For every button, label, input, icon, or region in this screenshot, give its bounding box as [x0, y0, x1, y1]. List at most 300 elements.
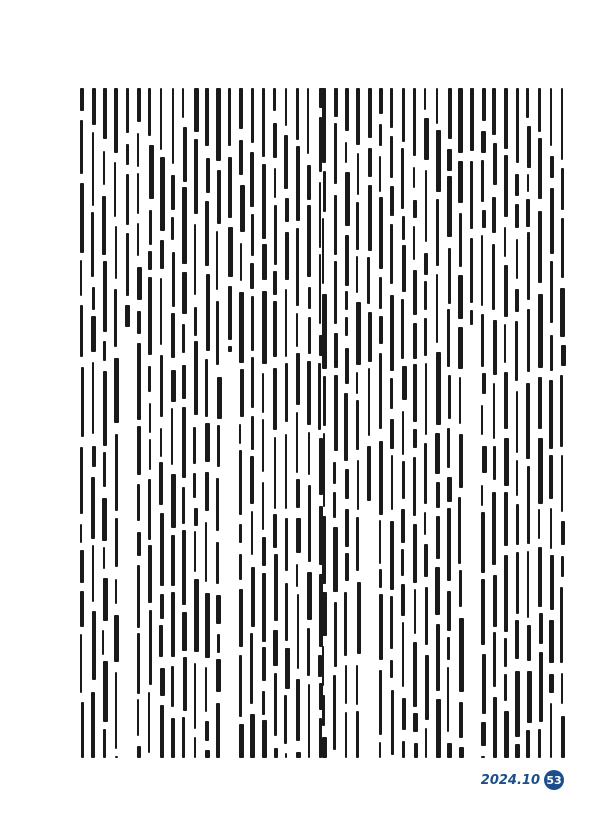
glyph-run — [504, 324, 506, 363]
glyph-run — [368, 148, 372, 177]
glyph-run — [193, 473, 195, 498]
glyph-run — [424, 281, 427, 310]
glyph-run — [171, 666, 174, 707]
glyph-run — [322, 516, 326, 584]
glyph-run — [251, 88, 254, 143]
glyph-run — [481, 131, 485, 153]
text-line — [471, 88, 472, 758]
glyph-run — [458, 327, 463, 369]
glyph-run — [103, 452, 105, 487]
glyph-run — [228, 157, 233, 217]
glyph-run — [216, 595, 220, 625]
glyph-run — [539, 652, 543, 721]
glyph-run — [493, 446, 496, 481]
glyph-run — [425, 655, 429, 720]
glyph-run — [561, 716, 565, 758]
glyph-run — [447, 149, 452, 171]
glyph-run — [182, 88, 184, 118]
glyph-run — [92, 287, 95, 310]
glyph-run — [390, 596, 393, 649]
glyph-run — [345, 142, 348, 164]
glyph-run — [402, 741, 405, 758]
glyph-run — [413, 457, 416, 515]
glyph-run — [240, 243, 242, 281]
glyph-run — [482, 654, 487, 714]
glyph-run — [560, 587, 562, 664]
glyph-run — [206, 158, 210, 193]
glyph-run — [102, 498, 106, 541]
glyph-run — [436, 516, 440, 559]
glyph-run — [171, 474, 176, 529]
glyph-run — [560, 288, 564, 337]
glyph-run — [137, 133, 139, 167]
glyph-run — [137, 173, 139, 214]
glyph-run — [307, 628, 310, 676]
glyph-run — [160, 278, 162, 345]
glyph-run — [492, 197, 496, 233]
glyph-run — [273, 514, 277, 548]
glyph-run — [114, 162, 116, 216]
glyph-run — [182, 487, 185, 523]
text-line — [437, 88, 438, 758]
glyph-run — [250, 714, 255, 758]
glyph-run — [171, 217, 174, 240]
glyph-run — [402, 622, 404, 687]
glyph-run — [413, 167, 415, 189]
glyph-run — [115, 672, 117, 749]
text-line — [298, 88, 299, 758]
glyph-run — [538, 547, 542, 607]
glyph-run — [284, 695, 287, 744]
glyph-run — [307, 205, 311, 277]
glyph-run — [504, 555, 508, 632]
text-line — [195, 88, 196, 758]
glyph-run — [172, 88, 174, 164]
glyph-run — [367, 446, 371, 501]
text-line — [229, 88, 230, 758]
glyph-run — [273, 630, 278, 666]
glyph-run — [102, 196, 106, 255]
glyph-run — [228, 88, 231, 146]
text-line — [415, 88, 416, 758]
glyph-run — [273, 271, 277, 295]
glyph-run — [137, 484, 140, 520]
glyph-run — [251, 511, 253, 555]
glyph-run — [493, 697, 497, 758]
glyph-run — [274, 554, 279, 621]
glyph-run — [344, 592, 347, 656]
glyph-run — [115, 434, 118, 512]
glyph-run — [459, 434, 463, 487]
glyph-run — [538, 377, 542, 429]
glyph-run — [447, 667, 449, 733]
glyph-run — [262, 291, 267, 364]
glyph-run — [307, 88, 309, 154]
glyph-run — [425, 363, 428, 435]
glyph-run — [92, 132, 94, 206]
glyph-run — [390, 295, 394, 371]
glyph-run — [148, 692, 150, 753]
glyph-run — [262, 373, 264, 413]
glyph-run — [435, 567, 440, 615]
glyph-run — [345, 235, 349, 285]
glyph-run — [561, 521, 565, 545]
text-line — [506, 88, 507, 758]
left-text-column — [76, 0, 326, 780]
glyph-run — [216, 88, 220, 161]
glyph-run — [171, 592, 175, 657]
glyph-run — [308, 684, 310, 758]
glyph-run — [80, 634, 83, 693]
glyph-run — [322, 294, 326, 370]
glyph-run — [205, 750, 210, 758]
glyph-run — [402, 366, 406, 399]
glyph-run — [379, 277, 381, 309]
glyph-run — [182, 530, 185, 605]
text-line — [264, 88, 265, 758]
glyph-run — [323, 171, 326, 213]
glyph-run — [482, 210, 486, 228]
glyph-run — [239, 450, 241, 516]
glyph-run — [308, 287, 312, 309]
glyph-run — [538, 294, 543, 369]
glyph-run — [459, 618, 464, 692]
text-line — [275, 88, 276, 758]
glyph-run — [80, 88, 84, 111]
glyph-run — [149, 210, 152, 245]
glyph-run — [183, 127, 188, 182]
glyph-run — [194, 531, 197, 571]
glyph-run — [425, 728, 428, 758]
text-line — [104, 88, 105, 758]
glyph-run — [137, 426, 142, 475]
glyph-run — [515, 204, 519, 228]
glyph-run — [459, 570, 462, 608]
glyph-run — [160, 668, 165, 696]
page-footer — [481, 770, 564, 790]
glyph-run — [228, 227, 233, 277]
glyph-run — [504, 674, 507, 701]
glyph-run — [515, 620, 519, 660]
glyph-run — [80, 524, 82, 544]
glyph-run — [216, 542, 219, 584]
glyph-run — [356, 302, 361, 365]
glyph-run — [137, 223, 140, 256]
glyph-run — [481, 512, 484, 573]
glyph-run — [549, 674, 553, 692]
text-line — [562, 88, 563, 758]
glyph-run — [125, 305, 129, 328]
glyph-run — [216, 478, 218, 531]
glyph-run — [296, 518, 301, 553]
text-line — [184, 88, 185, 758]
glyph-run — [504, 88, 507, 149]
text-line — [335, 88, 336, 758]
glyph-run — [262, 647, 266, 681]
glyph-run — [103, 88, 107, 139]
glyph-run — [357, 460, 359, 510]
glyph-run — [114, 358, 119, 422]
glyph-run — [172, 252, 175, 307]
glyph-run — [296, 412, 298, 473]
glyph-run — [356, 256, 358, 294]
glyph-run — [262, 691, 266, 715]
glyph-run — [424, 544, 428, 577]
glyph-run — [194, 88, 199, 132]
glyph-run — [504, 492, 508, 546]
glyph-run — [549, 380, 552, 449]
text-line — [403, 88, 404, 758]
glyph-run — [160, 594, 165, 620]
glyph-run — [273, 123, 277, 158]
glyph-run — [447, 477, 452, 502]
glyph-run — [481, 235, 483, 306]
glyph-run — [274, 437, 277, 508]
glyph-run — [481, 756, 485, 758]
glyph-run — [262, 720, 266, 758]
glyph-run — [137, 699, 139, 736]
glyph-run — [216, 301, 219, 365]
glyph-run — [436, 624, 440, 691]
glyph-run — [333, 462, 336, 484]
glyph-run — [322, 737, 327, 758]
glyph-run — [251, 214, 254, 255]
text-line — [381, 88, 382, 758]
glyph-run — [436, 199, 439, 265]
glyph-run — [285, 753, 288, 758]
glyph-run — [561, 345, 566, 366]
glyph-run — [239, 524, 242, 543]
glyph-run — [285, 583, 288, 641]
glyph-run — [539, 613, 543, 644]
glyph-run — [481, 722, 486, 745]
glyph-run — [413, 226, 416, 260]
glyph-run — [92, 88, 96, 125]
glyph-run — [114, 615, 118, 662]
glyph-run — [345, 712, 347, 758]
glyph-run — [322, 218, 324, 284]
glyph-run — [526, 88, 529, 118]
glyph-run — [80, 120, 83, 174]
glyph-run — [103, 729, 105, 758]
glyph-run — [205, 667, 207, 713]
glyph-run — [148, 545, 151, 603]
glyph-run — [368, 368, 371, 437]
glyph-run — [262, 244, 267, 279]
glyph-run — [504, 438, 508, 486]
glyph-run — [538, 88, 541, 132]
glyph-run — [160, 705, 164, 758]
glyph-run — [447, 176, 452, 236]
glyph-run — [296, 479, 300, 508]
glyph-run — [345, 317, 349, 337]
glyph-run — [436, 130, 441, 192]
glyph-run — [357, 153, 360, 195]
glyph-run — [115, 756, 118, 758]
glyph-run — [402, 216, 404, 240]
glyph-run — [239, 589, 243, 647]
glyph-run — [356, 665, 358, 706]
glyph-run — [526, 199, 529, 226]
glyph-run — [262, 419, 264, 472]
glyph-run — [447, 637, 450, 660]
glyph-run — [561, 168, 565, 210]
glyph-run — [390, 136, 392, 178]
text-line — [517, 88, 518, 758]
glyph-run — [481, 405, 483, 435]
glyph-run — [527, 174, 529, 192]
glyph-run — [80, 183, 84, 254]
glyph-run — [345, 665, 347, 704]
glyph-run — [492, 492, 495, 564]
glyph-run — [334, 602, 338, 667]
glyph-run — [334, 333, 339, 368]
glyph-run — [159, 462, 163, 506]
glyph-run — [103, 151, 105, 185]
glyph-run — [447, 591, 451, 632]
glyph-run — [504, 638, 507, 667]
glyph-run — [137, 311, 141, 334]
glyph-run — [356, 400, 359, 449]
glyph-run — [516, 460, 518, 496]
glyph-run — [273, 368, 277, 430]
glyph-run — [262, 88, 265, 157]
glyph-run — [515, 671, 519, 738]
glyph-run — [194, 508, 198, 526]
glyph-run — [115, 226, 117, 279]
glyph-run — [515, 321, 518, 382]
glyph-run — [194, 139, 198, 214]
glyph-run — [216, 703, 220, 758]
glyph-run — [92, 362, 94, 434]
glyph-run — [413, 642, 418, 707]
glyph-run — [561, 556, 564, 577]
glyph-run — [493, 143, 497, 185]
glyph-run — [296, 313, 299, 348]
glyph-run — [516, 552, 520, 614]
glyph-run — [262, 537, 266, 567]
glyph-run — [482, 88, 486, 121]
glyph-run — [296, 228, 299, 306]
glyph-run — [296, 88, 298, 140]
glyph-run — [126, 174, 129, 226]
glyph-run — [379, 88, 382, 114]
glyph-run — [345, 469, 349, 499]
glyph-run — [515, 174, 519, 196]
glyph-run — [160, 157, 165, 232]
glyph-run — [516, 239, 518, 279]
glyph-run — [436, 482, 440, 508]
glyph-run — [285, 232, 289, 280]
glyph-run — [549, 620, 554, 663]
glyph-run — [205, 88, 210, 146]
glyph-run — [205, 522, 207, 582]
glyph-run — [285, 648, 290, 689]
glyph-run — [296, 752, 301, 758]
glyph-run — [413, 364, 417, 422]
glyph-run — [239, 554, 242, 581]
glyph-run — [171, 175, 176, 210]
glyph-run — [413, 88, 416, 156]
text-line — [460, 88, 461, 758]
glyph-run — [459, 213, 462, 267]
glyph-run — [194, 579, 199, 651]
glyph-run — [183, 657, 187, 711]
text-line — [207, 88, 208, 758]
glyph-run — [492, 88, 496, 135]
glyph-run — [205, 359, 208, 418]
glyph-run — [493, 320, 497, 375]
glyph-run — [561, 218, 564, 279]
glyph-run — [561, 88, 563, 160]
glyph-run — [182, 272, 187, 314]
glyph-run — [217, 170, 221, 225]
glyph-run — [251, 567, 255, 627]
glyph-run — [148, 366, 151, 392]
glyph-run — [137, 88, 140, 122]
glyph-run — [126, 144, 129, 165]
glyph-run — [148, 251, 152, 271]
glyph-run — [413, 200, 417, 218]
glyph-run — [285, 289, 287, 357]
glyph-run — [538, 138, 542, 200]
glyph-run — [447, 428, 450, 467]
glyph-run — [149, 610, 153, 686]
glyph-run — [424, 88, 426, 110]
glyph-run — [379, 353, 382, 430]
glyph-run — [356, 372, 359, 394]
glyph-run — [307, 572, 312, 620]
glyph-run — [401, 148, 403, 210]
glyph-run — [205, 472, 209, 511]
glyph-run — [159, 625, 163, 656]
glyph-run — [459, 702, 463, 738]
glyph-run — [322, 646, 325, 686]
text-line — [139, 88, 140, 758]
glyph-run — [205, 593, 210, 658]
glyph-run — [493, 383, 495, 438]
glyph-run — [80, 305, 83, 356]
glyph-run — [424, 443, 427, 504]
glyph-run — [322, 592, 327, 636]
text-line — [150, 88, 151, 758]
text-line — [483, 88, 484, 758]
glyph-run — [182, 612, 187, 651]
glyph-run — [81, 702, 84, 758]
glyph-run — [481, 314, 484, 366]
glyph-run — [481, 160, 484, 202]
glyph-run — [160, 513, 164, 586]
glyph-run — [436, 352, 440, 425]
glyph-run — [458, 497, 461, 564]
glyph-run — [160, 355, 162, 416]
glyph-run — [390, 186, 394, 216]
glyph-run — [424, 512, 426, 535]
glyph-run — [126, 88, 129, 133]
glyph-run — [149, 145, 154, 199]
glyph-run — [379, 316, 383, 344]
glyph-run — [527, 625, 531, 661]
glyph-run — [240, 369, 244, 417]
glyph-run — [239, 424, 241, 444]
text-line — [324, 88, 325, 758]
glyph-run — [250, 263, 253, 289]
glyph-run — [379, 742, 381, 758]
glyph-run — [538, 211, 541, 283]
glyph-run — [137, 565, 140, 628]
glyph-run — [137, 343, 141, 419]
glyph-run — [80, 260, 82, 296]
